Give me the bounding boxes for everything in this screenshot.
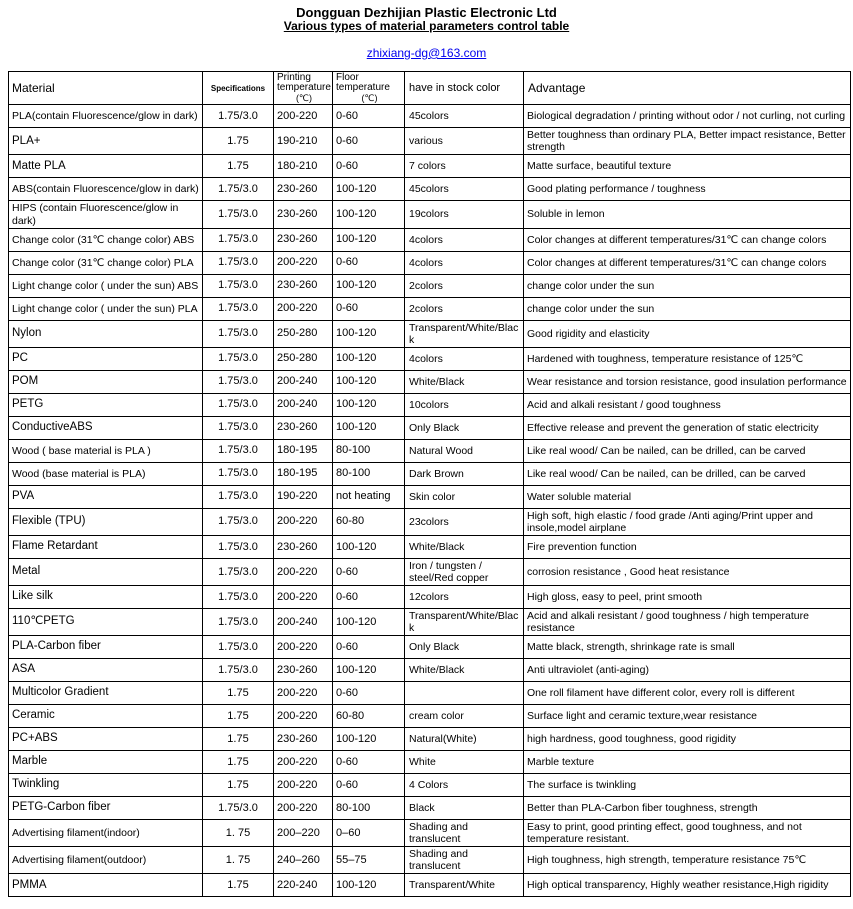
table-header-row <box>9 71 851 104</box>
cell-advantage: Surface light and ceramic texture,wear resistance <box>524 705 851 728</box>
cell-floor_temp: 0-60 <box>333 128 405 155</box>
cell-stock_color: Iron / tungsten / steel/Red copper <box>405 558 524 585</box>
cell-print_temp: 200-220 <box>274 705 333 728</box>
cell-print_temp: 230-260 <box>274 535 333 558</box>
cell-advantage: Easy to print, good printing effect, good toughness, and not temperature resistant. <box>524 820 851 847</box>
cell-advantage: Better than PLA-Carbon fiber toughness, strength <box>524 797 851 820</box>
cell-print_temp: 230-260 <box>274 201 333 228</box>
column-header-label: Material <box>12 81 55 96</box>
cell-spec: 1.75/3.0 <box>203 320 274 347</box>
cell-print_temp: 200-220 <box>274 558 333 585</box>
cell-material: Light change color ( under the sun) PLA <box>9 297 203 320</box>
cell-print_temp: 200-220 <box>274 751 333 774</box>
cell-spec: 1.75/3.0 <box>203 636 274 659</box>
cell-print_temp: 200-220 <box>274 251 333 274</box>
table-row <box>9 636 851 659</box>
cell-print_temp: 180-210 <box>274 155 333 178</box>
cell-stock_color: Shading and translucent <box>405 820 524 847</box>
cell-floor_temp: 0–60 <box>333 820 405 847</box>
cell-stock_color: 4colors <box>405 228 524 251</box>
cell-material: Change color (31℃ change color) PLA <box>9 251 203 274</box>
cell-spec: 1.75/3.0 <box>203 178 274 201</box>
table-row <box>9 874 851 897</box>
cell-print_temp: 180-195 <box>274 462 333 485</box>
cell-spec: 1. 75 <box>203 820 274 847</box>
column-header-floor_temp <box>333 71 405 104</box>
cell-floor_temp: 0-60 <box>333 105 405 128</box>
cell-spec: 1.75/3.0 <box>203 485 274 508</box>
column-header-advantage <box>524 71 851 104</box>
table-row <box>9 774 851 797</box>
cell-floor_temp: 80-100 <box>333 462 405 485</box>
cell-print_temp: 250-280 <box>274 320 333 347</box>
cell-spec: 1.75 <box>203 705 274 728</box>
cell-print_temp: 190-220 <box>274 485 333 508</box>
cell-material: Marble <box>9 751 203 774</box>
cell-spec: 1.75/3.0 <box>203 585 274 608</box>
cell-floor_temp: 100-120 <box>333 659 405 682</box>
cell-spec: 1.75/3.0 <box>203 508 274 535</box>
cell-print_temp: 230-260 <box>274 416 333 439</box>
cell-spec: 1.75 <box>203 751 274 774</box>
cell-floor_temp: 100-120 <box>333 228 405 251</box>
cell-advantage: High optical transparency, Highly weather resistance,High rigidity <box>524 874 851 897</box>
table-row <box>9 751 851 774</box>
cell-stock_color: Skin color <box>405 485 524 508</box>
cell-spec: 1.75/3.0 <box>203 439 274 462</box>
cell-material: ConductiveABS <box>9 416 203 439</box>
cell-print_temp: 200-220 <box>274 682 333 705</box>
cell-material: POM <box>9 370 203 393</box>
table-row <box>9 320 851 347</box>
cell-material: Nylon <box>9 320 203 347</box>
cell-spec: 1.75/3.0 <box>203 297 274 320</box>
cell-stock_color: Only Black <box>405 416 524 439</box>
cell-advantage: Matte surface, beautiful texture <box>524 155 851 178</box>
cell-print_temp: 230-260 <box>274 228 333 251</box>
cell-floor_temp: 0-60 <box>333 636 405 659</box>
column-header-unit: (℃) <box>361 92 378 103</box>
cell-print_temp: 250-280 <box>274 347 333 370</box>
cell-advantage: Good plating performance / toughness <box>524 178 851 201</box>
cell-print_temp: 180-195 <box>274 439 333 462</box>
cell-stock_color: White <box>405 751 524 774</box>
cell-floor_temp: 80-100 <box>333 439 405 462</box>
column-header-label: Printing temperature <box>277 71 331 94</box>
cell-stock_color: Black <box>405 797 524 820</box>
cell-stock_color: Natural Wood <box>405 439 524 462</box>
cell-material: Wood (base material is PLA) <box>9 462 203 485</box>
cell-advantage: Color changes at different temperatures/31℃ can change colors <box>524 228 851 251</box>
cell-advantage: Hardened with toughness, temperature resistance of 125℃ <box>524 347 851 370</box>
cell-print_temp: 200-220 <box>274 508 333 535</box>
cell-floor_temp: 100-120 <box>333 347 405 370</box>
cell-floor_temp: 100-120 <box>333 416 405 439</box>
table-row <box>9 347 851 370</box>
cell-material: PMMA <box>9 874 203 897</box>
cell-print_temp: 190-210 <box>274 128 333 155</box>
cell-advantage: The surface is twinkling <box>524 774 851 797</box>
cell-material: Advertising filament(outdoor) <box>9 847 203 874</box>
cell-material: Flame Retardant <box>9 535 203 558</box>
cell-advantage: Acid and alkali resistant / good toughness <box>524 393 851 416</box>
cell-stock_color: White/Black <box>405 659 524 682</box>
table-row <box>9 155 851 178</box>
cell-advantage: Wear resistance and torsion resistance, good insulation performance <box>524 370 851 393</box>
cell-stock_color: 23colors <box>405 508 524 535</box>
cell-spec: 1.75/3.0 <box>203 659 274 682</box>
cell-floor_temp: 100-120 <box>333 178 405 201</box>
table-row <box>9 728 851 751</box>
cell-spec: 1.75/3.0 <box>203 416 274 439</box>
table-row <box>9 682 851 705</box>
cell-material: PC <box>9 347 203 370</box>
cell-floor_temp: 100-120 <box>333 274 405 297</box>
cell-advantage: Good rigidity and elasticity <box>524 320 851 347</box>
cell-material: HIPS (contain Fluorescence/glow in dark) <box>9 201 203 228</box>
cell-print_temp: 200-220 <box>274 297 333 320</box>
table-row <box>9 585 851 608</box>
cell-spec: 1.75 <box>203 682 274 705</box>
table-row <box>9 297 851 320</box>
cell-advantage: corrosion resistance , Good heat resistance <box>524 558 851 585</box>
cell-floor_temp: 100-120 <box>333 608 405 635</box>
cell-print_temp: 230-260 <box>274 659 333 682</box>
table-row <box>9 797 851 820</box>
cell-print_temp: 200–220 <box>274 820 333 847</box>
cell-advantage: High toughness, high strength, temperature resistance 75℃ <box>524 847 851 874</box>
column-header-print_temp <box>274 71 333 104</box>
cell-material: PETG <box>9 393 203 416</box>
cell-advantage: change color under the sun <box>524 297 851 320</box>
cell-advantage: Marble texture <box>524 751 851 774</box>
cell-stock_color: Transparent/White/Black <box>405 320 524 347</box>
cell-material: Change color (31℃ change color) ABS <box>9 228 203 251</box>
cell-print_temp: 230-260 <box>274 274 333 297</box>
cell-stock_color: Natural(White) <box>405 728 524 751</box>
cell-material: Light change color ( under the sun) ABS <box>9 274 203 297</box>
cell-print_temp: 230-260 <box>274 728 333 751</box>
cell-material: PLA-Carbon fiber <box>9 636 203 659</box>
cell-stock_color: Transparent/White/Black <box>405 608 524 635</box>
cell-material: Wood ( base material is PLA ) <box>9 439 203 462</box>
cell-floor_temp: 100-120 <box>333 201 405 228</box>
cell-advantage: Biological degradation / printing without odor / not curling, not curling <box>524 105 851 128</box>
cell-stock_color: 2colors <box>405 274 524 297</box>
column-header-stock_color <box>405 71 524 104</box>
table-row <box>9 128 851 155</box>
cell-material: Ceramic <box>9 705 203 728</box>
cell-material: Like silk <box>9 585 203 608</box>
cell-stock_color: 45colors <box>405 178 524 201</box>
cell-spec: 1.75/3.0 <box>203 558 274 585</box>
cell-advantage: Effective release and prevent the generation of static electricity <box>524 416 851 439</box>
cell-floor_temp: 55–75 <box>333 847 405 874</box>
cell-print_temp: 230-260 <box>274 178 333 201</box>
cell-stock_color: 45colors <box>405 105 524 128</box>
cell-floor_temp: 100-120 <box>333 535 405 558</box>
cell-stock_color: 4colors <box>405 251 524 274</box>
cell-material: ASA <box>9 659 203 682</box>
column-header-label: Advantage <box>528 81 586 96</box>
cell-material: PVA <box>9 485 203 508</box>
cell-floor_temp: 100-120 <box>333 370 405 393</box>
email-row <box>0 44 853 62</box>
cell-stock_color: Only Black <box>405 636 524 659</box>
cell-stock_color: 10colors <box>405 393 524 416</box>
cell-print_temp: 200-220 <box>274 105 333 128</box>
cell-material: PC+ABS <box>9 728 203 751</box>
table-row <box>9 201 851 228</box>
cell-print_temp: 240–260 <box>274 847 333 874</box>
table-row <box>9 105 851 128</box>
cell-print_temp: 200-220 <box>274 585 333 608</box>
email-link[interactable]: zhixiang-dg@163.com <box>366 45 487 60</box>
materials-table <box>8 71 851 897</box>
cell-advantage: Like real wood/ Can be nailed, can be drilled, can be carved <box>524 439 851 462</box>
cell-material: Matte PLA <box>9 155 203 178</box>
table-row <box>9 705 851 728</box>
cell-advantage: change color under the sun <box>524 274 851 297</box>
cell-print_temp: 200-240 <box>274 608 333 635</box>
cell-advantage: Water soluble material <box>524 485 851 508</box>
cell-floor_temp: 0-60 <box>333 585 405 608</box>
table-row <box>9 228 851 251</box>
cell-advantage: High gloss, easy to peel, print smooth <box>524 585 851 608</box>
table-row <box>9 462 851 485</box>
cell-spec: 1.75 <box>203 155 274 178</box>
cell-advantage: Anti ultraviolet (anti-aging) <box>524 659 851 682</box>
cell-advantage: Better toughness than ordinary PLA, Better impact resistance, Better strength <box>524 128 851 155</box>
cell-floor_temp: 100-120 <box>333 320 405 347</box>
table-row <box>9 416 851 439</box>
table-row <box>9 535 851 558</box>
cell-material: Flexible (TPU) <box>9 508 203 535</box>
table-row <box>9 485 851 508</box>
table-row <box>9 508 851 535</box>
cell-material: Advertising filament(indoor) <box>9 820 203 847</box>
document-header <box>0 0 853 62</box>
cell-floor_temp: 0-60 <box>333 774 405 797</box>
cell-spec: 1.75/3.0 <box>203 228 274 251</box>
cell-print_temp: 220-240 <box>274 874 333 897</box>
cell-advantage: Soluble in lemon <box>524 201 851 228</box>
cell-floor_temp: 0-60 <box>333 251 405 274</box>
cell-print_temp: 200-220 <box>274 636 333 659</box>
cell-spec: 1.75/3.0 <box>203 251 274 274</box>
cell-spec: 1.75/3.0 <box>203 370 274 393</box>
cell-stock_color: 19colors <box>405 201 524 228</box>
cell-material: PLA(contain Fluorescence/glow in dark) <box>9 105 203 128</box>
cell-material: 110℃PETG <box>9 608 203 635</box>
cell-floor_temp: 60-80 <box>333 508 405 535</box>
cell-floor_temp: 0-60 <box>333 751 405 774</box>
cell-print_temp: 200-220 <box>274 774 333 797</box>
cell-floor_temp: 60-80 <box>333 705 405 728</box>
cell-floor_temp: 100-120 <box>333 728 405 751</box>
cell-floor_temp: 100-120 <box>333 393 405 416</box>
table-row <box>9 659 851 682</box>
cell-print_temp: 200-240 <box>274 370 333 393</box>
cell-floor_temp: 0-60 <box>333 558 405 585</box>
cell-spec: 1.75/3.0 <box>203 462 274 485</box>
cell-stock_color: 4 Colors <box>405 774 524 797</box>
cell-floor_temp: 80-100 <box>333 797 405 820</box>
cell-advantage: High soft, high elastic / food grade /Anti aging/Print upper and insole,model airplane <box>524 508 851 535</box>
document-subtitle: Various types of material parameters control table <box>283 19 570 34</box>
cell-spec: 1.75/3.0 <box>203 201 274 228</box>
column-header-label: Specifications <box>210 83 266 93</box>
cell-advantage: One roll filament have different color, every roll is different <box>524 682 851 705</box>
cell-stock_color: various <box>405 128 524 155</box>
cell-spec: 1.75/3.0 <box>203 274 274 297</box>
table-row <box>9 251 851 274</box>
cell-stock_color <box>405 682 524 705</box>
cell-spec: 1.75/3.0 <box>203 347 274 370</box>
cell-advantage: Like real wood/ Can be nailed, can be drilled, can be carved <box>524 462 851 485</box>
cell-material: ABS(contain Fluorescence/glow in dark) <box>9 178 203 201</box>
column-header-material <box>9 71 203 104</box>
column-header-spec <box>203 71 274 104</box>
column-header-label: have in stock color <box>409 82 501 95</box>
cell-advantage: Fire prevention function <box>524 535 851 558</box>
cell-floor_temp: 100-120 <box>333 874 405 897</box>
cell-floor_temp: 0-60 <box>333 682 405 705</box>
cell-stock_color: 12colors <box>405 585 524 608</box>
cell-spec: 1.75 <box>203 774 274 797</box>
cell-floor_temp: 0-60 <box>333 155 405 178</box>
table-row <box>9 820 851 847</box>
cell-floor_temp: 0-60 <box>333 297 405 320</box>
cell-spec: 1.75/3.0 <box>203 535 274 558</box>
cell-stock_color: Transparent/White <box>405 874 524 897</box>
cell-stock_color: White/Black <box>405 370 524 393</box>
cell-stock_color: Shading and translucent <box>405 847 524 874</box>
cell-material: Multicolor Gradient <box>9 682 203 705</box>
cell-stock_color: White/Black <box>405 535 524 558</box>
cell-stock_color: 7 colors <box>405 155 524 178</box>
cell-print_temp: 200-220 <box>274 797 333 820</box>
cell-material: PETG-Carbon fiber <box>9 797 203 820</box>
cell-material: Twinkling <box>9 774 203 797</box>
cell-advantage: Matte black, strength, shrinkage rate is small <box>524 636 851 659</box>
table-row <box>9 558 851 585</box>
table-row <box>9 274 851 297</box>
table-row <box>9 370 851 393</box>
cell-spec: 1.75 <box>203 874 274 897</box>
table-row <box>9 393 851 416</box>
column-header-unit: (℃) <box>295 92 313 103</box>
cell-floor_temp: not heating <box>333 485 405 508</box>
cell-material: PLA+ <box>9 128 203 155</box>
cell-stock_color: Dark Brown <box>405 462 524 485</box>
cell-advantage: Color changes at different temperatures/31℃ can change colors <box>524 251 851 274</box>
cell-advantage: Acid and alkali resistant / good toughness / high temperature resistance <box>524 608 851 635</box>
cell-stock_color: 4colors <box>405 347 524 370</box>
cell-print_temp: 200-240 <box>274 393 333 416</box>
cell-spec: 1. 75 <box>203 847 274 874</box>
cell-spec: 1.75/3.0 <box>203 797 274 820</box>
cell-spec: 1.75 <box>203 728 274 751</box>
cell-spec: 1.75 <box>203 128 274 155</box>
table-row <box>9 608 851 635</box>
table-row <box>9 178 851 201</box>
cell-stock_color: 2colors <box>405 297 524 320</box>
column-header-label: Floor temperature <box>336 71 390 94</box>
company-title: Dongguan Dezhijian Plastic Electronic Ltd <box>296 5 557 20</box>
cell-spec: 1.75/3.0 <box>203 608 274 635</box>
cell-spec: 1.75/3.0 <box>203 105 274 128</box>
cell-advantage: high hardness, good toughness, good rigidity <box>524 728 851 751</box>
table-row <box>9 439 851 462</box>
cell-spec: 1.75/3.0 <box>203 393 274 416</box>
cell-material: Metal <box>9 558 203 585</box>
cell-stock_color: cream color <box>405 705 524 728</box>
table-row <box>9 847 851 874</box>
